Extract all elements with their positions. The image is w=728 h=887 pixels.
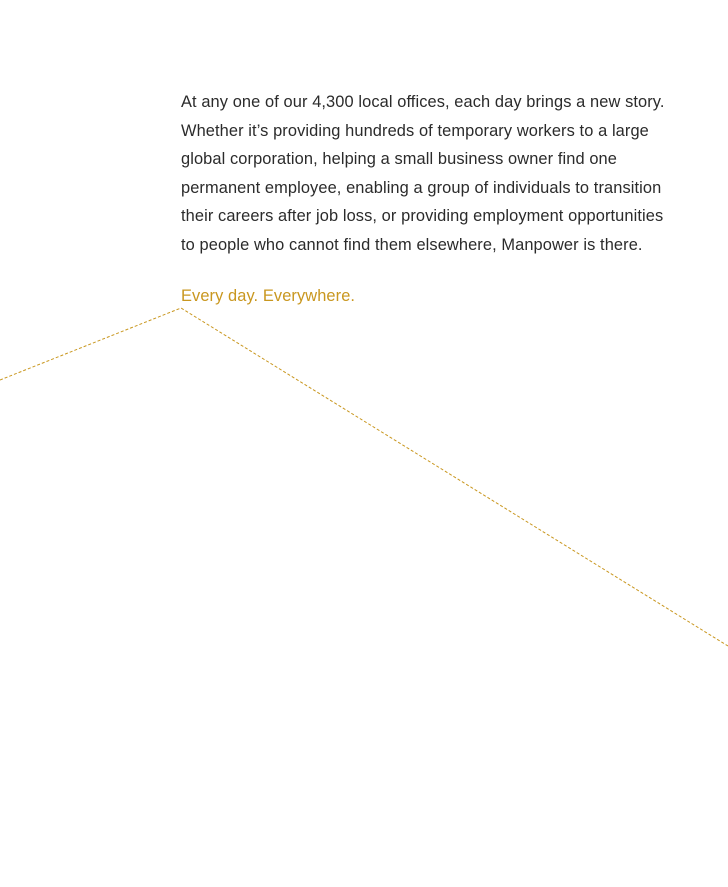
paragraph-line: global corporation, helping a small business owner find one — [181, 150, 617, 169]
paragraph-line: permanent employee, enabling a group of individuals to transition — [181, 178, 662, 197]
paragraph-line: to people who cannot find them elsewhere, Manpower is there. — [181, 235, 643, 254]
paragraph-line: their careers after job loss, or providing employment opportunities — [181, 207, 664, 226]
dashed-peak-polyline — [0, 308, 728, 646]
tagline: Every day. Everywhere. — [181, 287, 356, 305]
paragraph-line: Whether it’s providing hundreds of temporary workers to a large — [181, 121, 649, 140]
paragraph-line: At any one of our 4,300 local offices, each day brings a new story. — [181, 93, 665, 111]
intro-paragraph — [181, 88, 711, 260]
